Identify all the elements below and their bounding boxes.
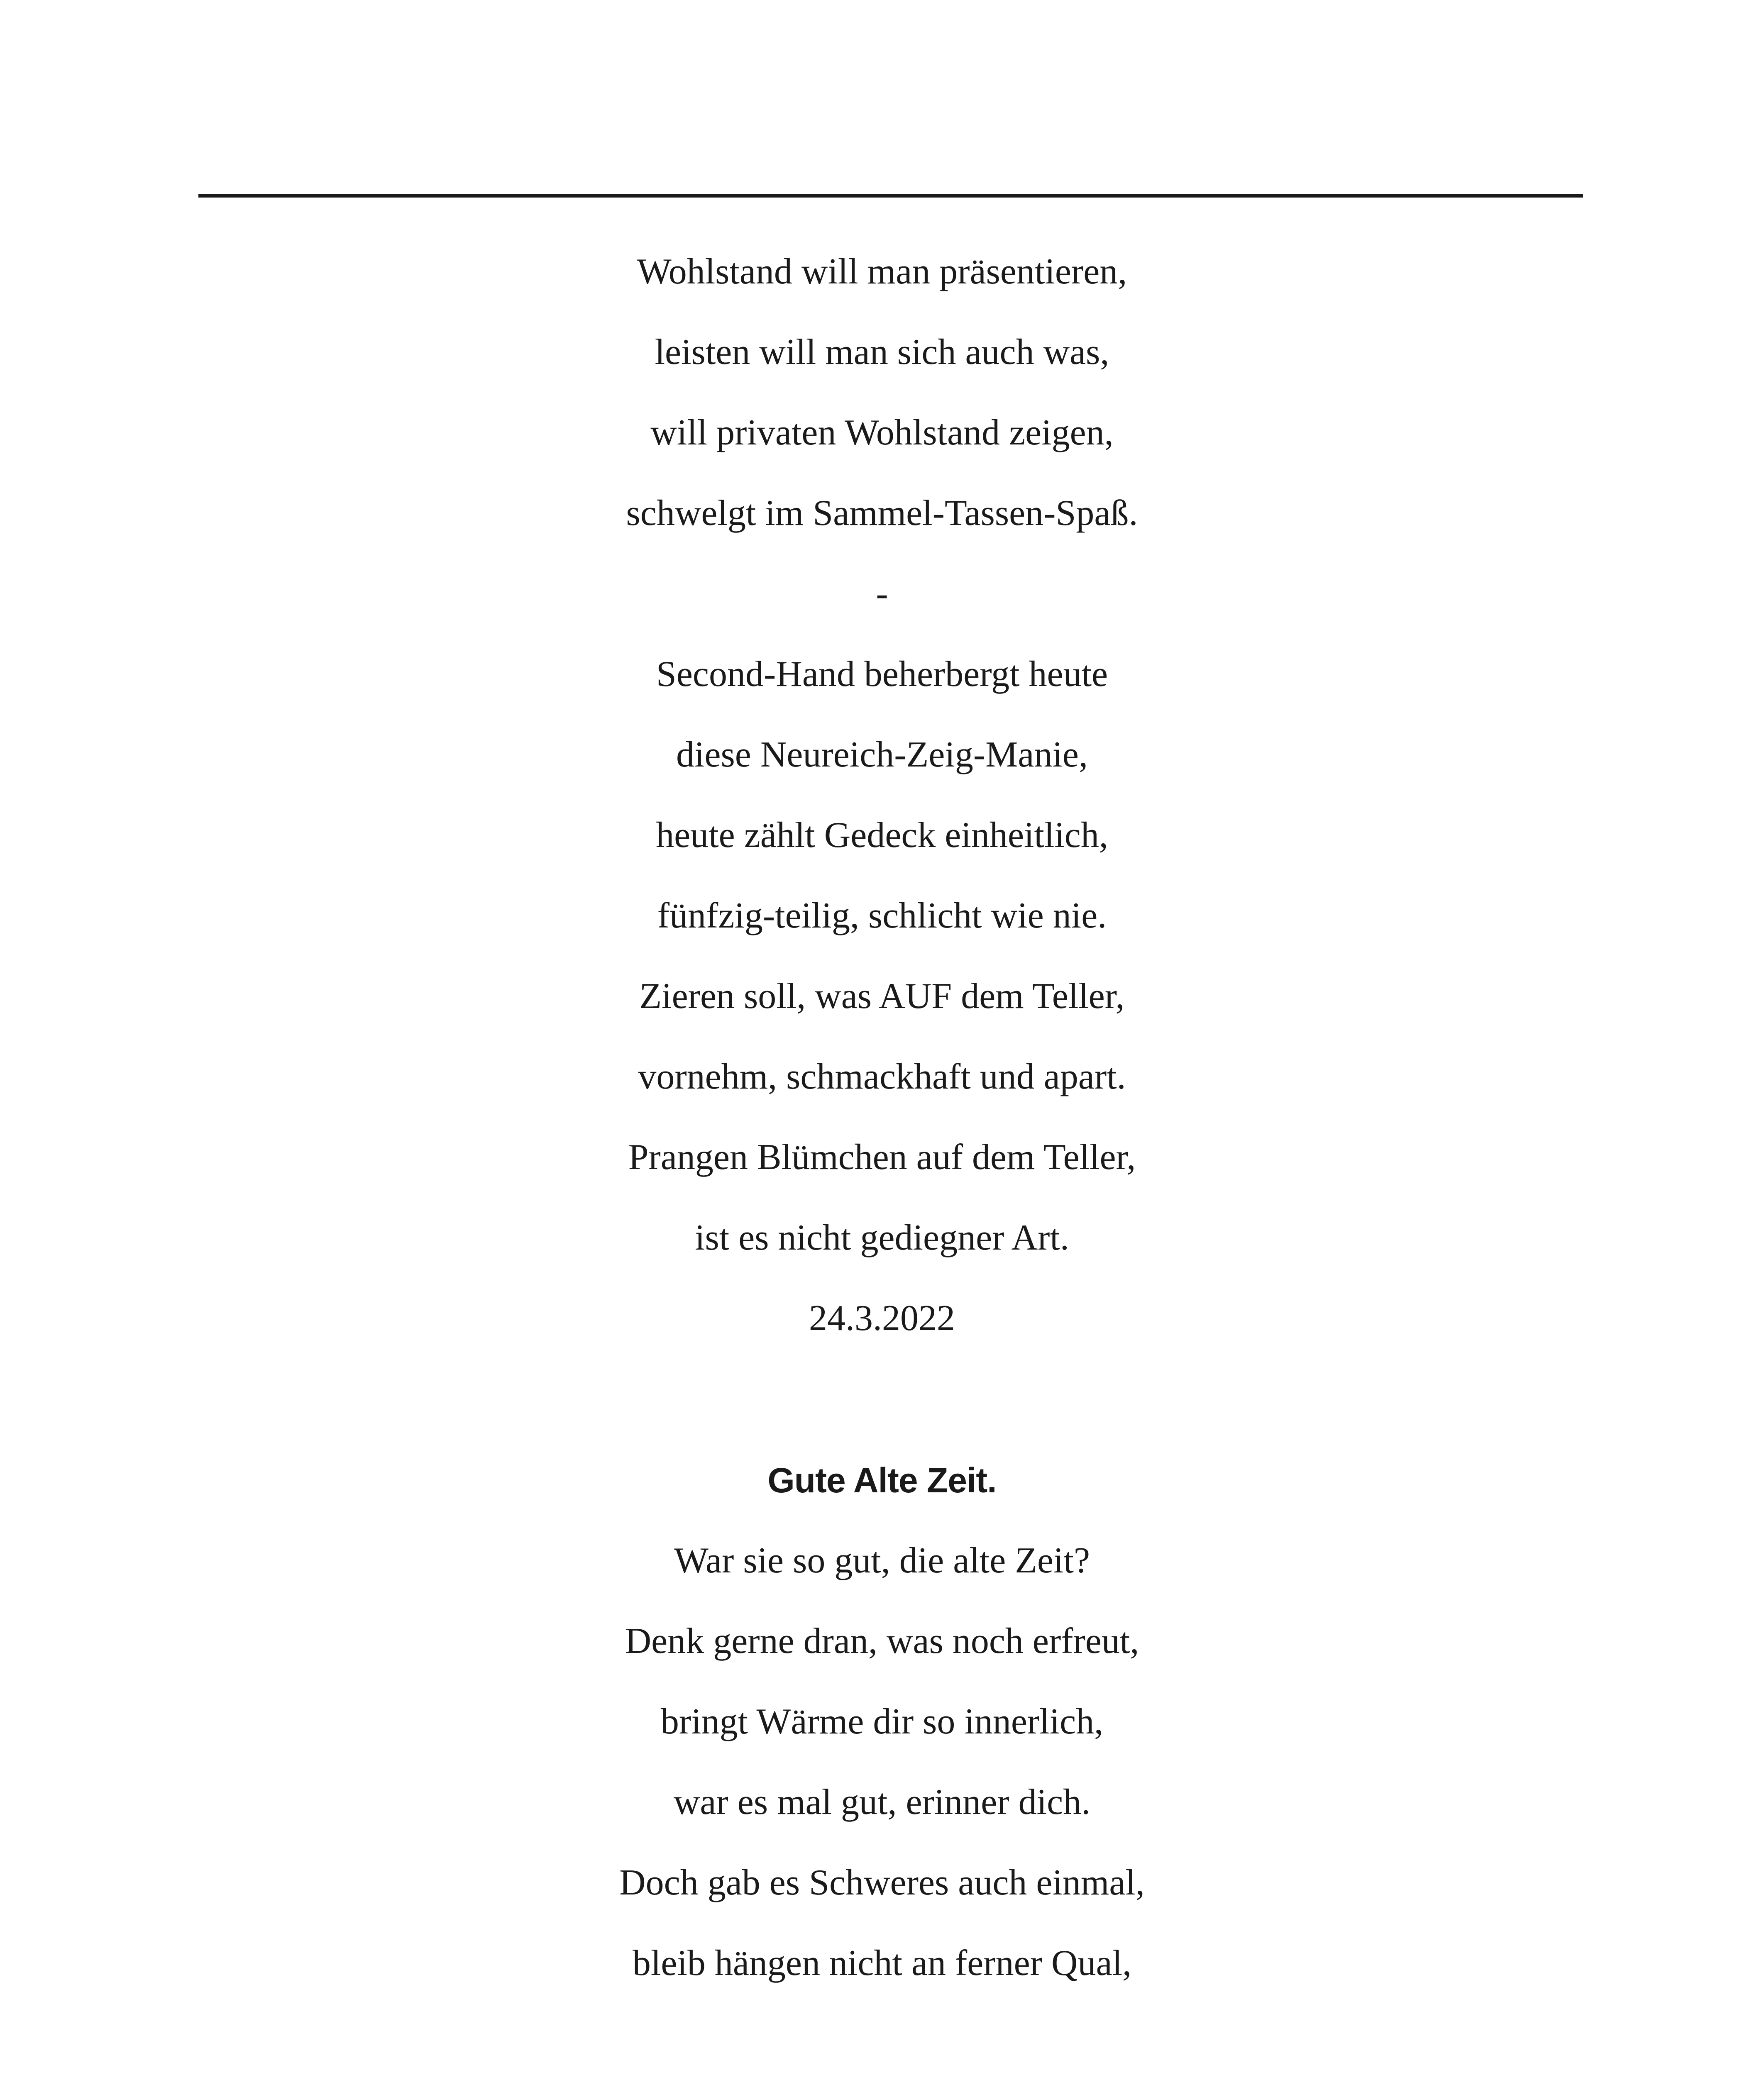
poem-line: Second-Hand beherbergt heute xyxy=(656,654,1108,694)
poem-line: heute zählt Gedeck einheitlich, xyxy=(656,815,1108,855)
poem-line: Wohlstand will man präsentieren, xyxy=(637,251,1127,292)
poem-line: diese Neureich-Zeig-Manie, xyxy=(676,735,1088,775)
poem-line: will privaten Wohlstand zeigen, xyxy=(650,413,1114,453)
header-rule xyxy=(198,194,1583,198)
poem-line: Zieren soll, was AUF dem Teller, xyxy=(639,976,1125,1016)
poem-line: schwelgt im Sammel-Tassen-Spaß. xyxy=(626,493,1138,533)
poem-line: war es mal gut, erinner dich. xyxy=(673,1782,1091,1822)
poem-line: bringt Wärme dir so innerlich, xyxy=(660,1702,1104,1742)
poem-line: fünfzig-teilig, schlicht wie nie. xyxy=(657,896,1107,936)
poem-line: War sie so gut, die alte Zeit? xyxy=(674,1540,1090,1581)
poem-date: 24.3.2022 xyxy=(809,1298,955,1338)
poem-line: ist es nicht gediegner Art. xyxy=(695,1218,1069,1258)
poem-line: leisten will man sich auch was, xyxy=(655,332,1109,372)
poem-line: vornehm, schmackhaft und apart. xyxy=(638,1057,1126,1097)
poem-line: bleib hängen nicht an ferner Qual, xyxy=(632,1943,1132,1983)
poem-line: Doch gab es Schweres auch einmal, xyxy=(619,1863,1145,1903)
poem-line: Prangen Blümchen auf dem Teller, xyxy=(628,1137,1136,1177)
stanza-separator: - xyxy=(876,574,888,614)
poem-line: Denk gerne dran, was noch erfreut, xyxy=(625,1621,1139,1661)
poem-title: Gute Alte Zeit. xyxy=(767,1461,997,1500)
